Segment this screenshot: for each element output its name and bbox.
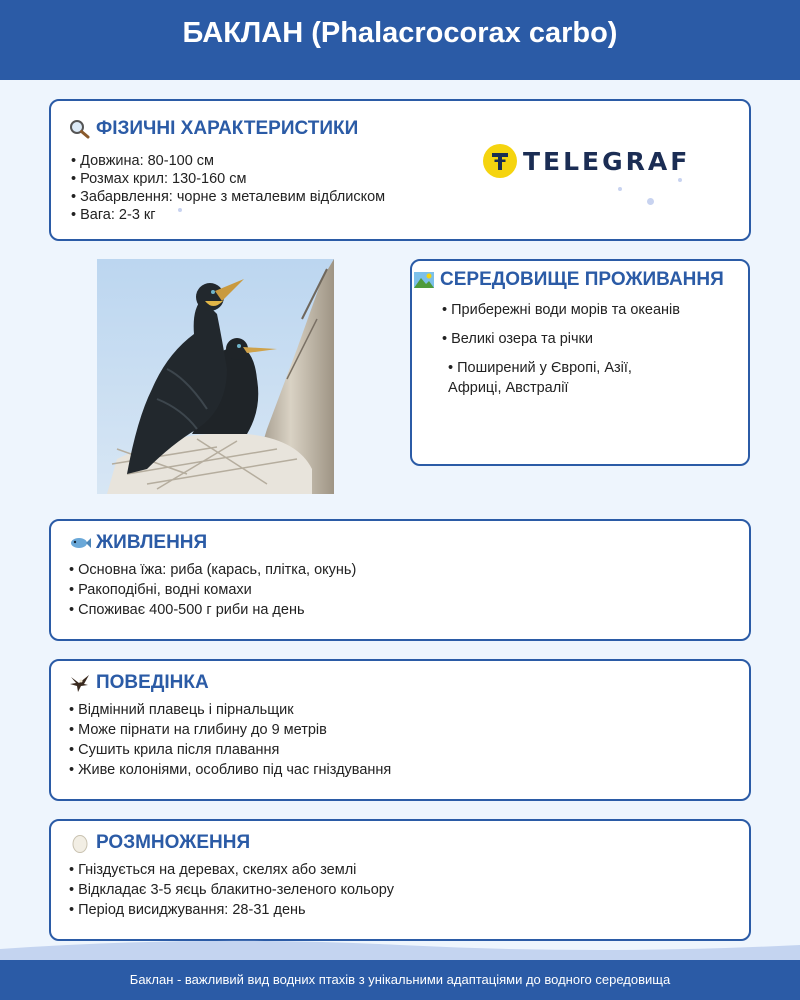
reproduction-card bbox=[49, 819, 751, 941]
list-item: • Живе колоніями, особливо під час гніздування bbox=[69, 762, 392, 778]
list-item: • Основна їжа: риба (карась, плітка, окунь) bbox=[69, 562, 357, 578]
decor-dot bbox=[647, 198, 654, 205]
reproduction-title bbox=[69, 832, 250, 854]
decor-dot bbox=[618, 187, 622, 191]
behavior-title-text: ПОВЕДІНКА bbox=[96, 672, 209, 693]
page-footer bbox=[0, 960, 800, 1000]
physical-card bbox=[49, 99, 751, 241]
list-item: • Прибережні води морів та океанів bbox=[442, 302, 680, 318]
list-item: • Поширений у Європі, Азії, bbox=[448, 360, 632, 376]
page-title: БАКЛАН (Phalacrocorax carbo) bbox=[182, 17, 618, 49]
telegraf-logo bbox=[483, 143, 690, 179]
fish-icon bbox=[69, 533, 91, 553]
habitat-list bbox=[442, 300, 680, 398]
landscape-icon bbox=[413, 270, 435, 290]
habitat-title bbox=[413, 269, 724, 291]
behavior-card bbox=[49, 659, 751, 801]
list-item: • Великі озера та річки bbox=[442, 331, 593, 347]
footer-text: Баклан - важливий вид водних птахів з унікальними адаптаціями до водного середовища bbox=[129, 972, 671, 987]
list-item: • Сушить крила після плавання bbox=[69, 742, 280, 758]
list-item: • Ракоподібні, водні комахи bbox=[69, 582, 252, 598]
physical-title-text: ФІЗИЧНІ ХАРАКТЕРИСТИКИ bbox=[96, 118, 359, 139]
magnifier-icon bbox=[69, 119, 91, 139]
list-item: • Може пірнати на глибину до 9 метрів bbox=[69, 722, 327, 738]
list-item: • Розмах крил: 130-160 см bbox=[71, 171, 247, 187]
reproduction-title-text: РОЗМНОЖЕННЯ bbox=[96, 832, 251, 853]
eagle-icon bbox=[69, 673, 91, 693]
telegraf-logo-text: TELEGRAF bbox=[523, 146, 691, 176]
list-item: • Забарвлення: чорне з металевим відблиском bbox=[71, 189, 386, 205]
reproduction-list bbox=[69, 860, 394, 920]
habitat-title-text: СЕРЕДОВИЩЕ ПРОЖИВАННЯ bbox=[440, 269, 724, 290]
list-item: • Гніздується на деревах, скелях або землі bbox=[69, 862, 357, 878]
feeding-list bbox=[69, 560, 356, 620]
list-item: • Відкладає 3-5 яєць блакитно-зеленого кольору bbox=[69, 882, 394, 898]
list-item: • Вага: 2-3 кг bbox=[71, 207, 156, 223]
egg-icon bbox=[69, 833, 91, 853]
habitat-card bbox=[410, 259, 750, 466]
physical-list bbox=[71, 152, 385, 224]
feeding-title bbox=[69, 532, 207, 554]
behavior-list bbox=[69, 700, 391, 780]
feeding-title-text: ЖИВЛЕННЯ bbox=[96, 532, 208, 553]
list-item: • Довжина: 80-100 см bbox=[71, 153, 215, 169]
list-item: • Період висиджування: 28-31 день bbox=[69, 902, 306, 918]
page-header bbox=[0, 0, 800, 80]
list-item: Африці, Австралії bbox=[448, 380, 569, 396]
list-item: • Споживає 400-500 г риби на день bbox=[69, 602, 305, 618]
feeding-card bbox=[49, 519, 751, 641]
list-item: • Відмінний плавець і пірнальщик bbox=[69, 702, 294, 718]
decor-dot bbox=[678, 178, 682, 182]
physical-title bbox=[69, 118, 358, 140]
cormorant-photo bbox=[97, 259, 334, 494]
behavior-title bbox=[69, 672, 209, 694]
decor-dot bbox=[178, 208, 182, 212]
telegraf-logo-icon bbox=[483, 144, 517, 178]
